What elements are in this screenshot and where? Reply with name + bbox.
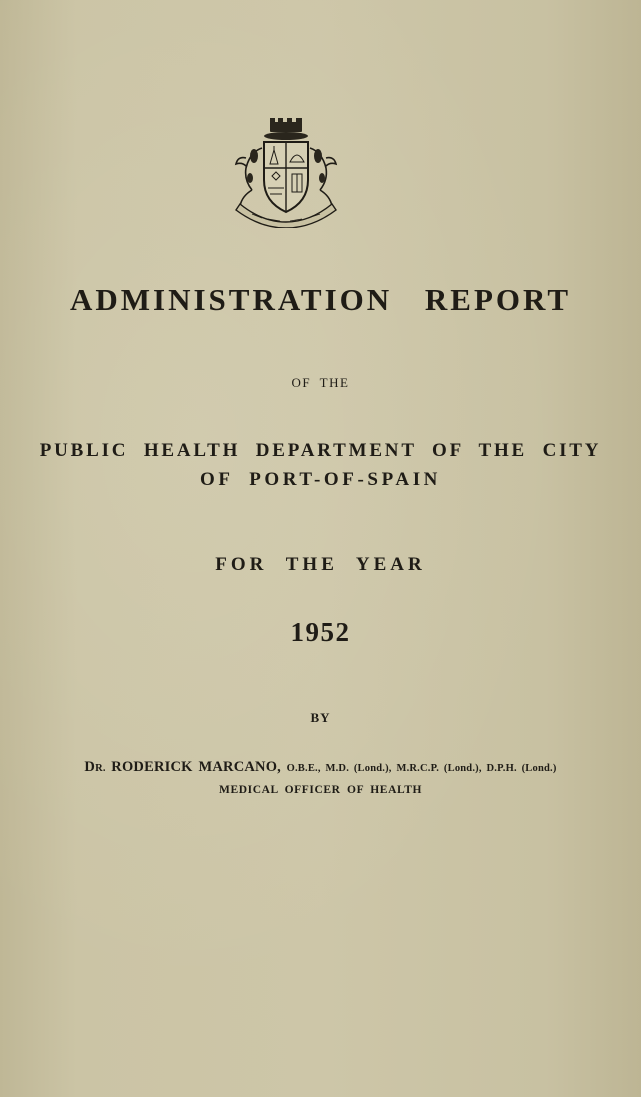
- of-the-label: OF THE: [291, 375, 350, 390]
- author-honorific-initial: D: [84, 759, 96, 775]
- city-coat-of-arms-icon: [232, 118, 340, 228]
- report-year: 1952: [290, 617, 351, 647]
- author-honorific-rest: R.: [95, 763, 106, 774]
- author-line: [0, 759, 641, 776]
- author-credentials: O.B.E., M.D. (Lond.), M.R.C.P. (Lond.), D.P.H. (Lond.): [286, 763, 557, 774]
- department-line-1: PUBLIC HEALTH DEPARTMENT OF THE CITY: [39, 440, 602, 461]
- department-line-2: OF PORT-OF-SPAIN: [199, 469, 442, 490]
- by-label: BY: [310, 710, 331, 725]
- for-the-year-label: FOR THE YEAR: [215, 554, 426, 575]
- author-role: MEDICAL OFFICER OF HEALTH: [218, 784, 423, 796]
- report-title: ADMINISTRATION REPORT: [69, 282, 572, 317]
- author-name: RODERICK MARCANO,: [111, 759, 282, 775]
